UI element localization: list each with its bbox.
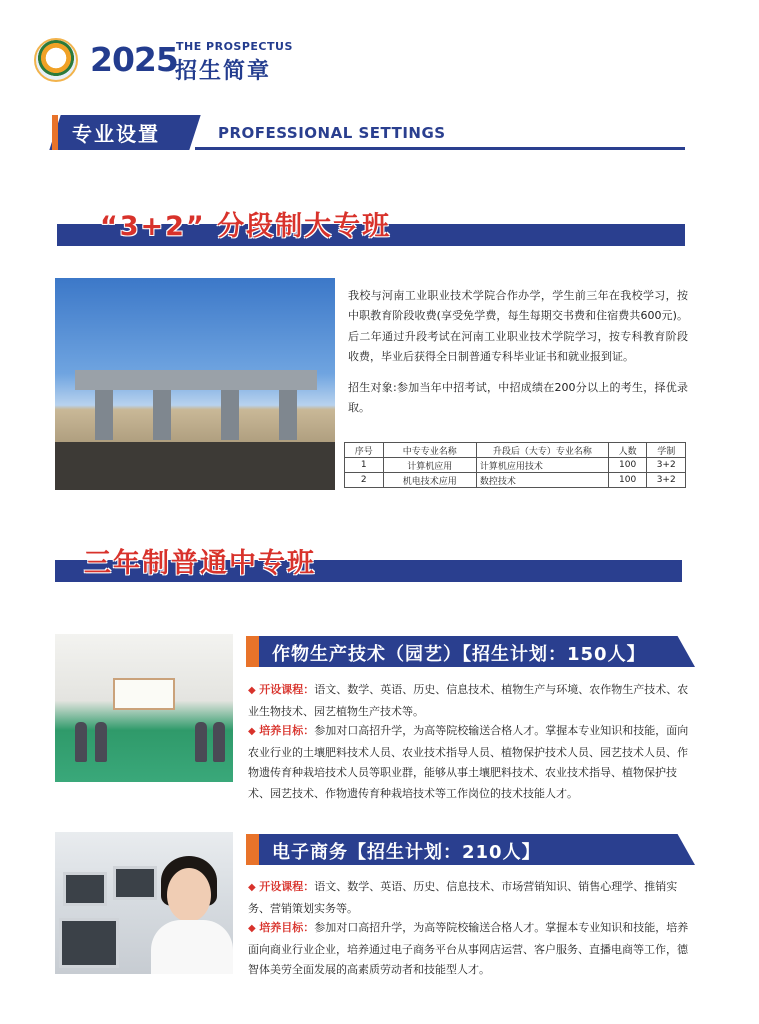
table-header: 序号 [345,443,384,458]
course-1-goal [248,721,696,804]
table-row [345,473,686,488]
ecommerce-classroom-photo [55,832,233,974]
course-2-title: 电子商务【招生计划：210人】 [272,842,541,863]
table-cell: 计算机应用技术 [476,458,608,473]
program-3plus2-description: 我校与河南工业职业技术学院合作办学，学生前三年在我校学习，按中职教育阶段收费(享受免学费，每生每期交书费和住宿费共600元)。后二年通过升段考试在河南工业职业技术学院学习，按专科教育阶段收费，毕业后获得全日制普通专科毕业证书和就业报到证。 [348,289,688,363]
table-cell: 计算机应用 [383,458,476,473]
horticulture-classroom-photo [55,634,233,782]
goal-text: 参加对口高招升学，为高等院校输送合格人才。掌握本专业知识和技能，培养面向商业行业企业，培养通过电子商务平台从事网店运营、客户服务、直播电商等工作，德智体美劳全面发展的高素质劳动者和技能型人才。 [248,921,689,976]
campus-gate-photo [55,278,335,490]
course-2-curriculum [248,877,696,919]
goal-label: 培养目标： [259,921,315,934]
table-row [345,458,686,473]
table-cell: 数控技术 [476,473,608,488]
course-2-accent [246,834,259,865]
table-cell: 1 [345,458,384,473]
course-2-goal [248,918,696,981]
table-header: 升段后（大专）专业名称 [476,443,608,458]
majors-table [344,442,686,488]
diamond-bullet-icon: ◆ [248,726,256,737]
curriculum-text: 语文、数学、英语、历史、信息技术、市场营销知识、销售心理学、推销实务、营销策划实务等。 [248,880,678,915]
curriculum-label: 开设课程： [259,880,315,893]
brand-subtitle-en: THE PROSPECTUS [176,40,293,53]
table-cell: 3+2 [647,473,686,488]
table-header: 中专专业名称 [383,443,476,458]
table-cell: 3+2 [647,458,686,473]
course-1-curriculum [248,680,696,722]
table-cell: 机电技术应用 [383,473,476,488]
goal-label: 培养目标： [259,724,315,737]
goal-text: 参加对口高招升学，为高等院校输送合格人才。掌握本专业知识和技能，面向农业行业的土壤肥料技术人员、农业技术指导人员、植物保护技术人员、园艺技术人员、作物遗传育种栽培技术人员等职业群，能够从事土壤肥料技术、农业技术指导、植物保护技术、园艺技术、作物遗传育种栽培技术等工作岗位的技术技能人才。 [248,724,689,800]
program-3plus2-heading: “3+2” 分段制大专班 [100,211,392,242]
section-divider [195,147,685,150]
section-title-en: PROFESSIONAL SETTINGS [218,124,446,142]
section-tab-accent [52,115,58,150]
table-header: 人数 [608,443,647,458]
course-1-accent [246,636,259,667]
program-3plus2-admission: 招生对象:参加当年中招考试，中招成绩在200分以上的考生，择优录取。 [348,381,688,415]
brand-subtitle-cn: 招生简章 [175,59,272,84]
curriculum-text: 语文、数学、英语、历史、信息技术、植物生产与环境、农作物生产技术、农业生物技术、园艺植物生产技术等。 [248,683,689,718]
table-header-row [345,443,686,458]
section-title: 专业设置 [72,122,160,146]
brand-year: 2025 [90,40,178,79]
diamond-bullet-icon: ◆ [248,685,256,696]
curriculum-label: 开设课程： [259,683,315,696]
table-cell: 100 [608,458,647,473]
program-3year-heading: 三年制普通中专班 [84,548,316,579]
table-cell: 100 [608,473,647,488]
diamond-bullet-icon: ◆ [248,923,256,934]
diamond-bullet-icon: ◆ [248,882,256,893]
course-1-title: 作物生产技术（园艺）【招生计划：150人】 [272,644,646,665]
table-cell: 2 [345,473,384,488]
table-header: 学制 [647,443,686,458]
school-logo [34,38,78,82]
